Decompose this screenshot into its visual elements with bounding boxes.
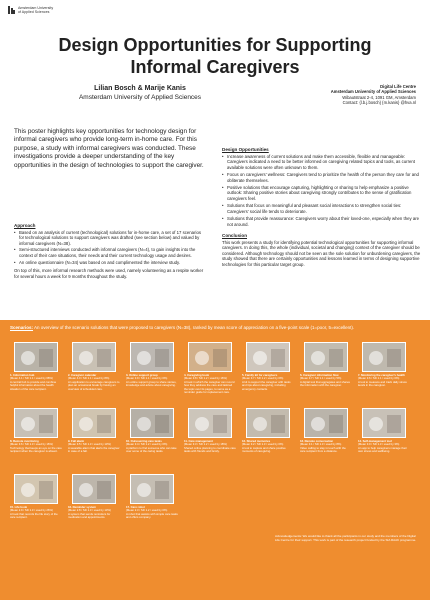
- author-affiliation: Amsterdam University of Applied Sciences: [78, 94, 202, 101]
- scenario-description: An app to help caregivers manage their own stress and wellbeing.: [358, 445, 407, 454]
- scenario-stats: (Mean 4.1 / SD 1.1 / used by 68%): [10, 376, 53, 381]
- scenario-illustration: [14, 342, 58, 372]
- scenario-illustration: [362, 408, 406, 438]
- scenario-illustration: [130, 408, 174, 438]
- scenario-caption: [184, 374, 236, 394]
- scenario-caption: [242, 440, 294, 454]
- scenario-stats: (Mean 3.6 / SD 1.1 / used by 0%): [358, 376, 400, 381]
- poster-title: Design Opportunities for Supporting Informal Caregivers: [58, 35, 372, 77]
- scenario-caption: [184, 440, 236, 454]
- scenarios-intro: An overview of the scenario solutions that were proposed to caregivers (N=38), ranked by mean score of appreciation on a five-point scale (1=poor, 5=excellent).: [34, 325, 355, 330]
- scenario-caption: [10, 374, 62, 391]
- scenario-caption: [358, 374, 410, 388]
- address-contact: Contact: {l.b.j.bosch} {m.kanis} @hva.nl: [342, 100, 416, 106]
- approach-item: • Based on an analysis of current (technological) solutions for in-home care, a set of 17 scenarios for technological solutions to support caregivers was drafted (see section below) and valued by informal caregivers (N=38).: [14, 230, 204, 247]
- address-org-2: Amsterdam University of Applied Sciences: [330, 89, 416, 95]
- scenario-card: [184, 342, 236, 410]
- scenario-stats: (Mean 3.2 / SD 1.3 / used by 0%): [242, 442, 284, 447]
- scenario-caption: [126, 506, 178, 520]
- scenario-card: [68, 342, 120, 410]
- opportunity-item: • Increase awareness of current solutions and make them accessible, flexible and manageable: Caregivers indicated a need to be better informed on caregiving related topics and tools, as current available solutions were often unknown to them.: [222, 154, 422, 171]
- logo-line-1: Amsterdam University: [18, 6, 54, 10]
- scenario-stats: (Mean 3.7 / SD 1.1 / used by 5%): [300, 376, 342, 381]
- scenario-illustration: [72, 342, 116, 372]
- scenario-caption: [68, 506, 120, 520]
- scenario-illustration: [188, 342, 232, 372]
- contact-address: [276, 84, 416, 106]
- scenario-stats: (Mean 3.7 / SD 1.2 / used by 0%): [242, 376, 284, 381]
- scenario-description: A book in which the caregiver can record how they address the care and tailored the topic over its pages, to serve as a reminder guide for replacement care.: [184, 379, 235, 395]
- scenarios-band: [0, 320, 430, 600]
- address-org-1: Digital Life Centre: [380, 84, 416, 89]
- scenario-title: 4. Caregiving book: [184, 373, 210, 377]
- acknowledgements: Acknowledgements: We would like to thank all the participants in our study and the members of the Digital Life Centre for their support. This work is part of the research project funded by the SIA RAAK programme.: [275, 534, 417, 542]
- scenario-illustration: [14, 408, 58, 438]
- scenario-title: 7. Monitoring the caregiver's health: [358, 373, 405, 377]
- scenario-title: 17. Care robot: [126, 505, 145, 509]
- scenario-illustration: [246, 342, 290, 372]
- author-names: Lilian Bosch & Marije Kanis: [94, 85, 186, 92]
- scenario-stats: (Mean 3.1 / SD 1.3 / used by 8%): [300, 442, 342, 447]
- scenario-caption: [300, 440, 352, 454]
- scenario-title: 14. Self-management tool: [358, 439, 392, 443]
- scenario-card: [300, 408, 352, 476]
- scenario-title: 3. Online support group: [126, 373, 158, 377]
- scenario-title: 12. Shared memories: [242, 439, 271, 443]
- scenario-card: [126, 474, 178, 542]
- opportunity-item: • Solutions that provide reassurance: Caregivers worry about their loved-one, especially when they are not around.: [222, 216, 422, 227]
- scenario-stats: (Mean 3.3 / SD 1.2 / used by 18%): [184, 442, 227, 447]
- scenario-description: A system that sends reminders for medication and appointments.: [68, 511, 111, 520]
- scenario-caption: [68, 374, 120, 391]
- scenario-title: 16. Reminder system: [68, 505, 96, 509]
- scenario-card: [358, 408, 410, 476]
- approach-heading: Approach: [14, 223, 36, 228]
- scenario-title: 10. Outsourcing care tasks: [126, 439, 162, 443]
- scenario-card: [300, 342, 352, 410]
- scenario-card: [10, 408, 62, 476]
- scenario-title: 13. Remote conversation: [300, 439, 334, 443]
- university-logo-icon: [8, 6, 15, 14]
- conclusion-section: [222, 233, 422, 268]
- scenario-description: An online support group to share stories, knowledge and advice about caregiving.: [126, 379, 177, 388]
- approach-section: [14, 223, 204, 279]
- opportunity-item: • Solutions that focus on meaningful and pleasant social interactions to strengthen social ties: Caregivers' social life tends to deteriorate.: [222, 203, 422, 214]
- scenario-illustration: [304, 342, 348, 372]
- logo-line-2: of Applied Sciences: [18, 10, 50, 15]
- opportunity-item: • Focus on caregivers' wellness: Caregivers tend to prioritize the health of the person they care for and obliterate themselves.: [222, 172, 422, 183]
- opportunities-heading: Design Opportunities: [222, 147, 269, 152]
- scenario-title: 2. Caregiver calendar: [68, 373, 97, 377]
- scenario-description: A central hub to provide and combine helpful information about the health situation of the care recipient.: [10, 379, 57, 391]
- approach-note: On top of this, more informal research methods were used, namely volunteering as a respite worker for several hours a week for 9 months throughout the study.: [14, 268, 204, 279]
- scenario-description: A platform to find someone who can take over some of the caring tasks.: [126, 445, 177, 454]
- scenario-illustration: [246, 408, 290, 438]
- scenario-card: [126, 342, 178, 410]
- scenario-stats: (Mean 3.0 / SD 1.3 / used by 3%): [358, 442, 400, 447]
- scenario-title: 5. Family kit for caregivers: [242, 373, 278, 377]
- scenario-stats: (Mean 2.9 / SD 1.3 / used by 26%): [10, 508, 53, 513]
- scenario-stats: (Mean 2.3 / SD 1.2 / used by 0%): [126, 508, 168, 513]
- scenario-title: 8. Remote monitoring: [10, 439, 39, 443]
- scenario-caption: [242, 374, 294, 391]
- scenario-description: A digital tool that aggregates and shares the information with the caregiver.: [300, 379, 350, 388]
- scenario-card: [358, 342, 410, 410]
- scenario-caption: [68, 440, 120, 454]
- scenario-caption: [10, 506, 62, 520]
- scenario-title: 11. Care management: [184, 439, 213, 443]
- scenario-caption: [126, 374, 178, 388]
- intro-paragraph: This poster highlights key opportunities for technology design for informal caregivers who provide long-term in-home care. For this purpose, a study with informal caregivers was conducted. These investigations provide a deeper understanding of the key opportunities in the design of technologies to support the caregiver.: [14, 128, 204, 169]
- scenario-stats: (Mean 2.8 / SD 1.3 / used by 13%): [68, 508, 111, 513]
- scenario-card: [126, 408, 178, 476]
- scenario-illustration: [72, 474, 116, 504]
- scenario-illustration: [304, 408, 348, 438]
- scenario-stats: (Mean 3.9 / SD 1.1 / used by 0%): [126, 376, 168, 381]
- approach-list: [14, 230, 204, 266]
- logo: [8, 6, 53, 14]
- scenario-title: 1. Information hub: [10, 373, 35, 377]
- scenario-illustration: [130, 342, 174, 372]
- scenario-card: [242, 342, 294, 410]
- scenarios-label: Scenarios:: [10, 325, 34, 330]
- scenario-description: An application to encourage caregivers to plan an occasional break by having an overview of scheduled care.: [68, 379, 120, 391]
- approach-item: • An online questionnaire (N=34) was based on and complimented the interview study.: [14, 260, 204, 266]
- scenario-description: Technology that keeps an eye on the care recipient when the caregiver is absent.: [10, 445, 62, 454]
- scenario-description: A tool to capture and share positive moments of caregiving.: [242, 445, 286, 454]
- scenario-caption: [300, 374, 352, 388]
- conclusion-heading: Conclusion: [222, 233, 248, 239]
- opportunity-item: • Positive solutions that encourage capturing, highlighting or sharing to help emphasize a positive outlook: Sharing positive stories about caregiving strongly contributes to the sense of gratification caregivers feel.: [222, 185, 422, 202]
- scenario-caption: [358, 440, 410, 454]
- scenario-card: [242, 408, 294, 476]
- authors-block: [40, 84, 240, 102]
- scenario-illustration: [188, 408, 232, 438]
- scenario-stats: (Mean 3.8 / SD 1.2 / used by 16%): [184, 376, 227, 381]
- scenario-title: 15. Life book: [10, 505, 28, 509]
- scenario-stats: (Mean 3.4 / SD 1.2 / used by 0%): [126, 442, 168, 447]
- scenario-illustration: [14, 474, 58, 504]
- scenario-title: 9. Fall alarm: [68, 439, 85, 443]
- scenario-caption: [10, 440, 62, 454]
- scenario-stats: (Mean 4.0 / SD 1.1 / used by 8%): [68, 376, 110, 381]
- scenario-illustration: [362, 342, 406, 372]
- scenario-description: A kit to support the caregiver with tasks and tips about caregiving, including emergency contacts.: [242, 379, 291, 391]
- scenario-description: A wearable alarm that alerts the caregiver in case of a fall.: [68, 445, 120, 454]
- scenario-stats: (Mean 3.5 / SD 1.3 / used by 13%): [68, 442, 111, 447]
- scenario-card: [10, 474, 62, 542]
- scenario-description: Shared online planning to coordinate care tasks with friends and family.: [184, 445, 236, 454]
- opportunities-section: [222, 147, 422, 268]
- opportunities-list: [222, 154, 422, 228]
- scenario-card: [10, 342, 62, 410]
- scenario-description: A tool to measure and track daily stress levels in the caregiver.: [358, 379, 407, 388]
- scenario-title: 6. Caregiver information flow: [300, 373, 339, 377]
- address-street: Wibautstraat 2-4, 1091 GM, Amsterdam: [342, 94, 416, 100]
- conclusion-text: This work presents a study for identifying potential technological opportunities for supporting informal caregivers. In doing this, the whole (individual, societal and changing) context of the caregiver should be considered. Although technology should not be seen as the sole solution for unburdening caregivers, the study showed that there are certainly opportunities and lessons learned in terms of designing supportive technologies for this particular target group.: [222, 239, 421, 268]
- scenario-card: [68, 474, 120, 542]
- approach-item: • Semi-structured interviews conducted with informal caregivers (N=4), to gain insights into the context of their care situations, their needs and their current technology usage and desires.: [14, 247, 204, 258]
- scenario-card: [68, 408, 120, 476]
- scenario-description: Video calling to stay in touch with the care recipient from a distance.: [300, 445, 346, 454]
- scenarios-header: [10, 325, 420, 331]
- scenario-description: A robot that assists with simple care tasks and offers company.: [126, 511, 178, 520]
- scenario-stats: (Mean 3.6 / SD 1.3 / used by 16%): [10, 442, 53, 447]
- scenario-illustration: [72, 408, 116, 438]
- scenario-card: [184, 408, 236, 476]
- scenario-illustration: [130, 474, 174, 504]
- scenario-description: A book that records the life story of the care recipient.: [10, 511, 58, 520]
- scenario-caption: [126, 440, 178, 454]
